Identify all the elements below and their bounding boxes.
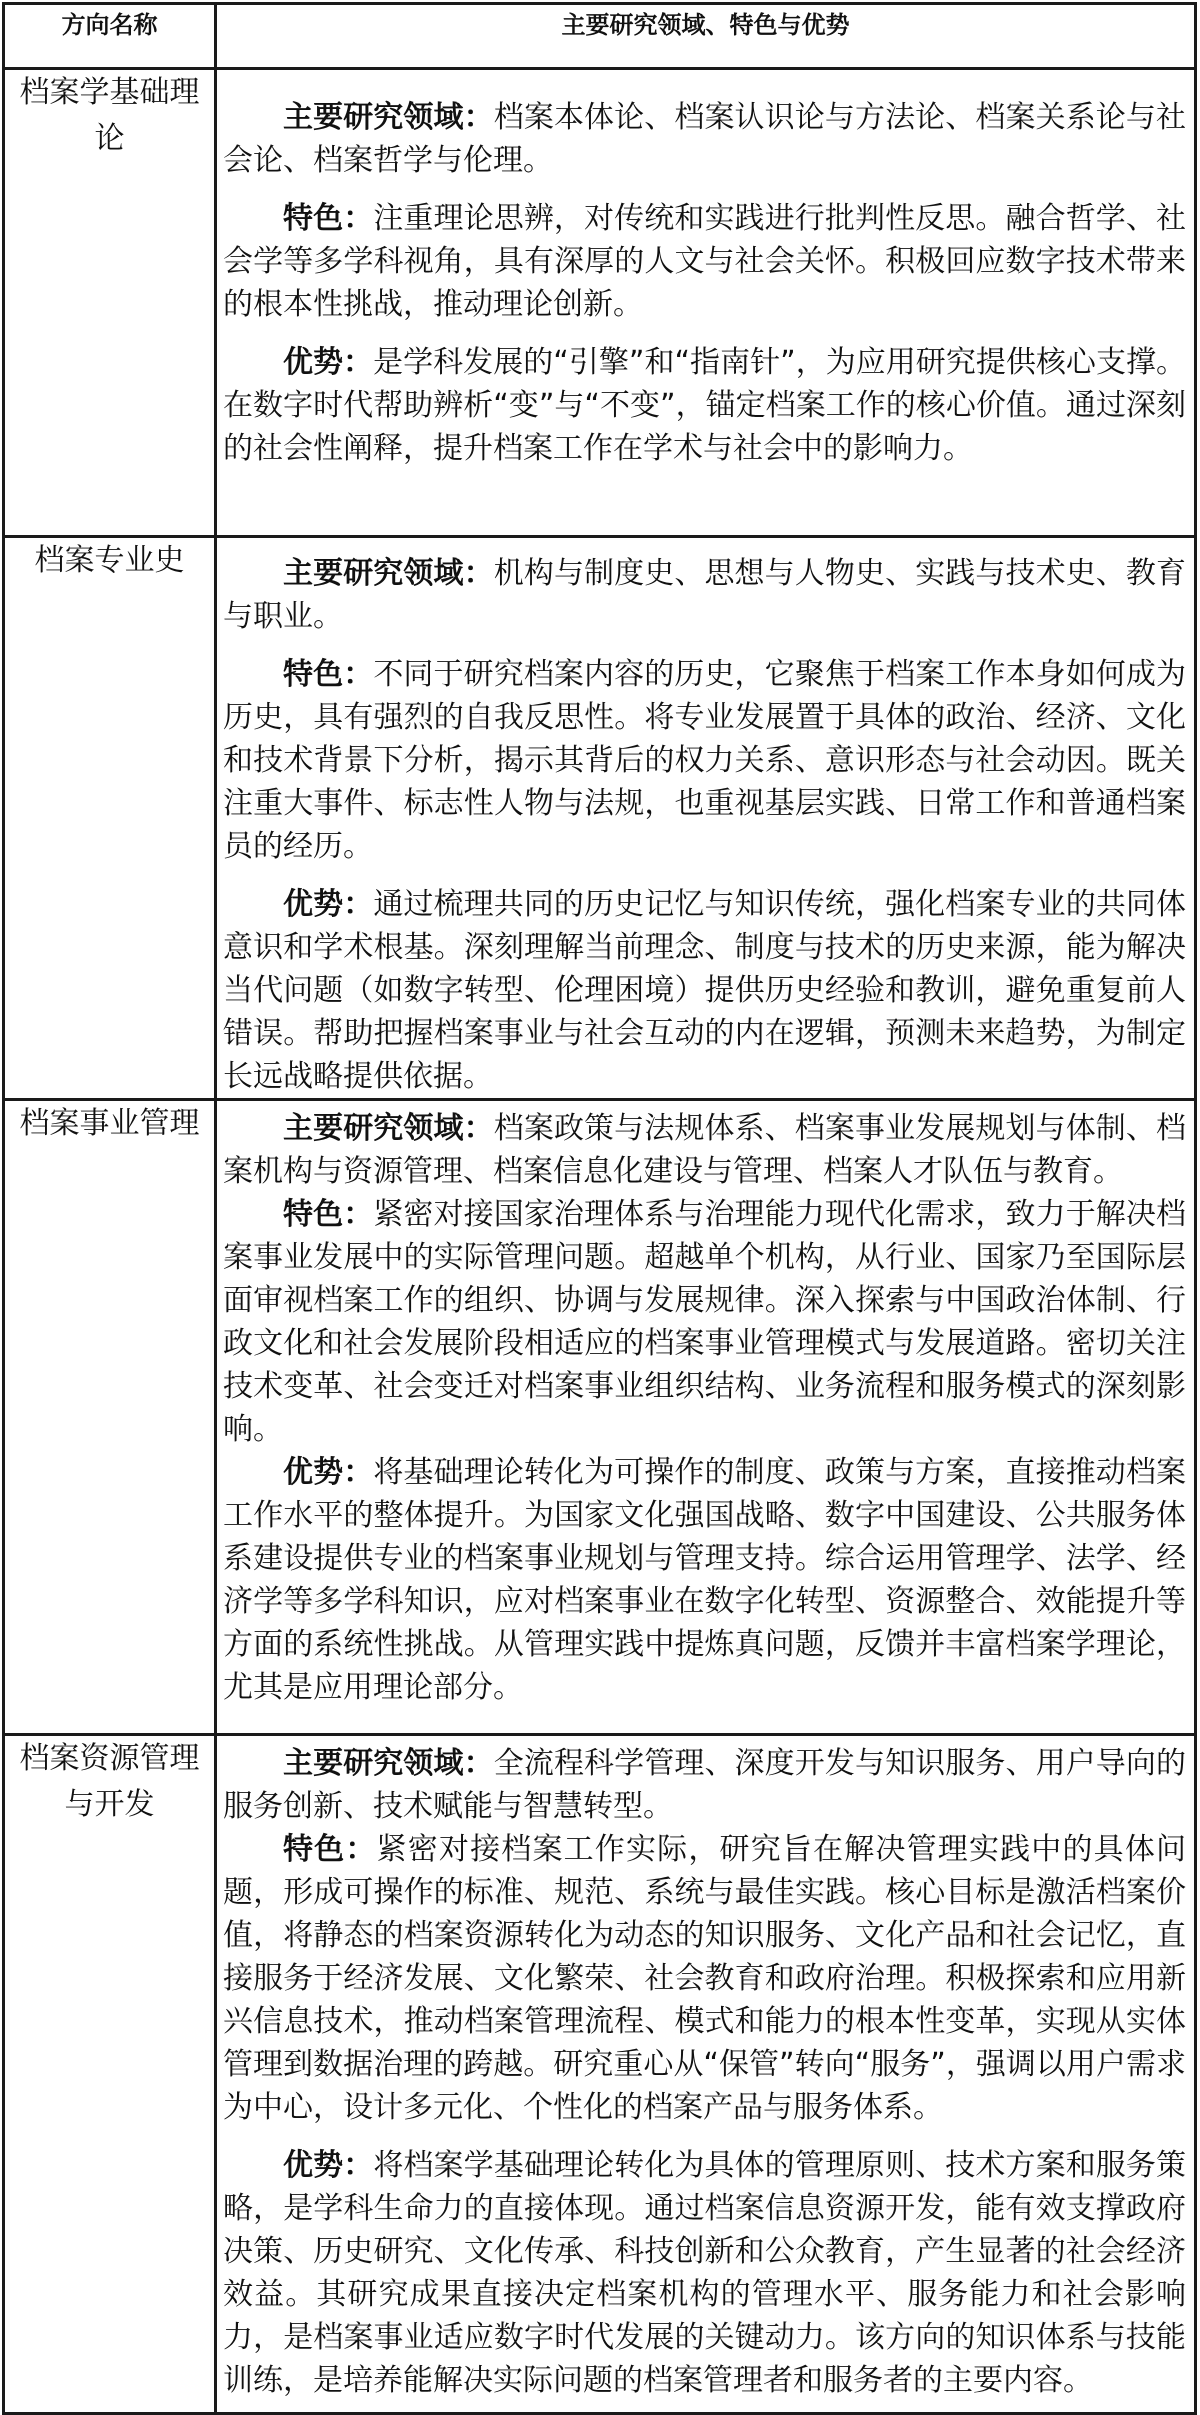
advantages-label: 优势： bbox=[283, 2148, 374, 2183]
advantages-paragraph bbox=[223, 341, 1186, 470]
research-areas-text: 档案政策与法规体系、档案事业发展规划与体制、档案机构与资源管理、档案信息化建设与管理、档案人才队伍与教育。 bbox=[223, 1111, 1187, 1189]
direction-name bbox=[4, 69, 216, 537]
advantages-text: 将基础理论转化为可操作的制度、政策与方案，直接推动档案工作水平的整体提升。为国家文化强国战略、数字中国建设、公共服务体系建设提供专业的档案事业规划与管理支持。综合运用管理学、法学、经济学等多学科知识，应对档案事业在数字化转型、资源整合、效能提升等方面的系统性挑战。从管理实践中提炼真问题，反馈并丰富档案学理论，尤其是应用理论部分。 bbox=[223, 1455, 1187, 1705]
features-text: 紧密对接国家治理体系与治理能力现代化需求，致力于解决档案事业发展中的实际管理问题。超越单个机构，从行业、国家乃至国际层面审视档案工作的组织、协调与发展规律。深入探索与中国政治体制、行政文化和社会发展阶段相适应的档案事业管理模式与发展道路。密切关注技术变革、社会变迁对档案事业组织结构、业务流程和服务模式的深刻影响。 bbox=[223, 1197, 1187, 1447]
header-direction-name: 方向名称 bbox=[4, 4, 216, 69]
direction-description bbox=[216, 537, 1196, 1100]
direction-name-text: 档案专业史 bbox=[34, 543, 185, 578]
research-areas-paragraph bbox=[223, 538, 1186, 638]
research-areas-paragraph bbox=[223, 1101, 1186, 1193]
research-areas-text: 机构与制度史、思想与人物史、实践与技术史、教育与职业。 bbox=[223, 556, 1187, 634]
direction-name-text: 档案事业管理 bbox=[19, 1106, 200, 1141]
advantages-label: 优势： bbox=[283, 345, 374, 380]
direction-name-text: 档案学基础理论 bbox=[19, 75, 200, 156]
direction-name-text: 档案资源管理与开发 bbox=[19, 1741, 200, 1822]
features-paragraph bbox=[223, 653, 1186, 868]
table-row bbox=[4, 537, 1196, 1100]
advantages-paragraph bbox=[223, 1451, 1186, 1709]
table-header-row bbox=[4, 4, 1196, 69]
table-row bbox=[4, 1100, 1196, 1735]
direction-name bbox=[4, 1100, 216, 1735]
research-areas-label: 主要研究领域： bbox=[283, 1111, 494, 1146]
features-paragraph bbox=[223, 1193, 1186, 1451]
advantages-label: 优势： bbox=[283, 1455, 374, 1490]
research-areas-label: 主要研究领域： bbox=[283, 100, 494, 135]
table-row bbox=[4, 69, 1196, 537]
direction-description bbox=[216, 1100, 1196, 1735]
research-directions-table bbox=[2, 2, 1197, 2415]
research-areas-label: 主要研究领域： bbox=[283, 556, 494, 591]
direction-description bbox=[216, 1735, 1196, 2414]
features-text: 紧密对接档案工作实际，研究旨在解决管理实践中的具体问题，形成可操作的标准、规范、系统与最佳实践。核心目标是激活档案价值，将静态的档案资源转化为动态的知识服务、文化产品和社会记忆，直接服务于经济发展、文化繁荣、社会教育和政府治理。积极探索和应用新兴信息技术，推动档案管理流程、模式和能力的根本性变革，实现从实体管理到数据治理的跨越。研究重心从“保管”转向“服务”，强调以用户需求为中心，设计多元化、个性化的档案产品与服务体系。 bbox=[223, 1832, 1187, 2125]
advantages-text: 是学科发展的“引擎”和“指南针”，为应用研究提供核心支撑。在数字时代帮助辨析“变”与“不变”，锚定档案工作的核心价值。通过深刻的社会性阐释，提升档案工作在学术与社会中的影响力。 bbox=[223, 345, 1187, 466]
features-paragraph bbox=[223, 1828, 1186, 2129]
research-areas-text: 档案本体论、档案认识论与方法论、档案关系论与社会论、档案哲学与伦理。 bbox=[223, 100, 1187, 178]
research-areas-paragraph bbox=[223, 1736, 1186, 1828]
features-label: 特色： bbox=[283, 657, 374, 692]
advantages-text: 将档案学基础理论转化为具体的管理原则、技术方案和服务策略，是学科生命力的直接体现。通过档案信息资源开发，能有效支撑政府决策、历史研究、文化传承、科技创新和公众教育，产生显著的社会经济效益。其研究成果直接决定档案机构的管理水平、服务能力和社会影响力，是档案事业适应数字时代发展的关键动力。该方向的知识体系与技能训练，是培养能解决实际问题的档案管理者和服务者的主要内容。 bbox=[223, 2148, 1187, 2398]
research-areas-text: 全流程科学管理、深度开发与知识服务、用户导向的服务创新、技术赋能与智慧转型。 bbox=[223, 1746, 1187, 1824]
features-label: 特色： bbox=[283, 1197, 374, 1232]
direction-description bbox=[216, 69, 1196, 537]
features-paragraph bbox=[223, 197, 1186, 326]
features-text: 注重理论思辨，对传统和实践进行批判性反思。融合哲学、社会学等多学科视角，具有深厚的人文与社会关怀。积极回应数字技术带来的根本性挑战，推动理论创新。 bbox=[223, 201, 1187, 322]
table-row bbox=[4, 1735, 1196, 2414]
research-areas-label: 主要研究领域： bbox=[283, 1746, 494, 1781]
direction-name bbox=[4, 537, 216, 1100]
direction-name bbox=[4, 1735, 216, 2414]
advantages-label: 优势： bbox=[283, 887, 374, 922]
advantages-text: 通过梳理共同的历史记忆与知识传统，强化档案专业的共同体意识和学术根基。深刻理解当前理念、制度与技术的历史来源，能为解决当代问题（如数字转型、伦理困境）提供历史经验和教训，避免重复前人错误。帮助把握档案事业与社会互动的内在逻辑，预测未来趋势，为制定长远战略提供依据。 bbox=[223, 887, 1187, 1094]
header-areas-features-advantages: 主要研究领域、特色与优势 bbox=[216, 4, 1196, 69]
research-areas-paragraph bbox=[223, 70, 1186, 182]
features-label: 特色： bbox=[283, 1832, 377, 1867]
features-text: 不同于研究档案内容的历史，它聚焦于档案工作本身如何成为历史，具有强烈的自我反思性。将专业发展置于具体的政治、经济、文化和技术背景下分析，揭示其背后的权力关系、意识形态与社会动因。既关注重大事件、标志性人物与法规，也重视基层实践、日常工作和普通档案员的经历。 bbox=[223, 657, 1187, 864]
features-label: 特色： bbox=[283, 201, 374, 236]
advantages-paragraph bbox=[223, 2144, 1186, 2402]
advantages-paragraph bbox=[223, 883, 1186, 1098]
